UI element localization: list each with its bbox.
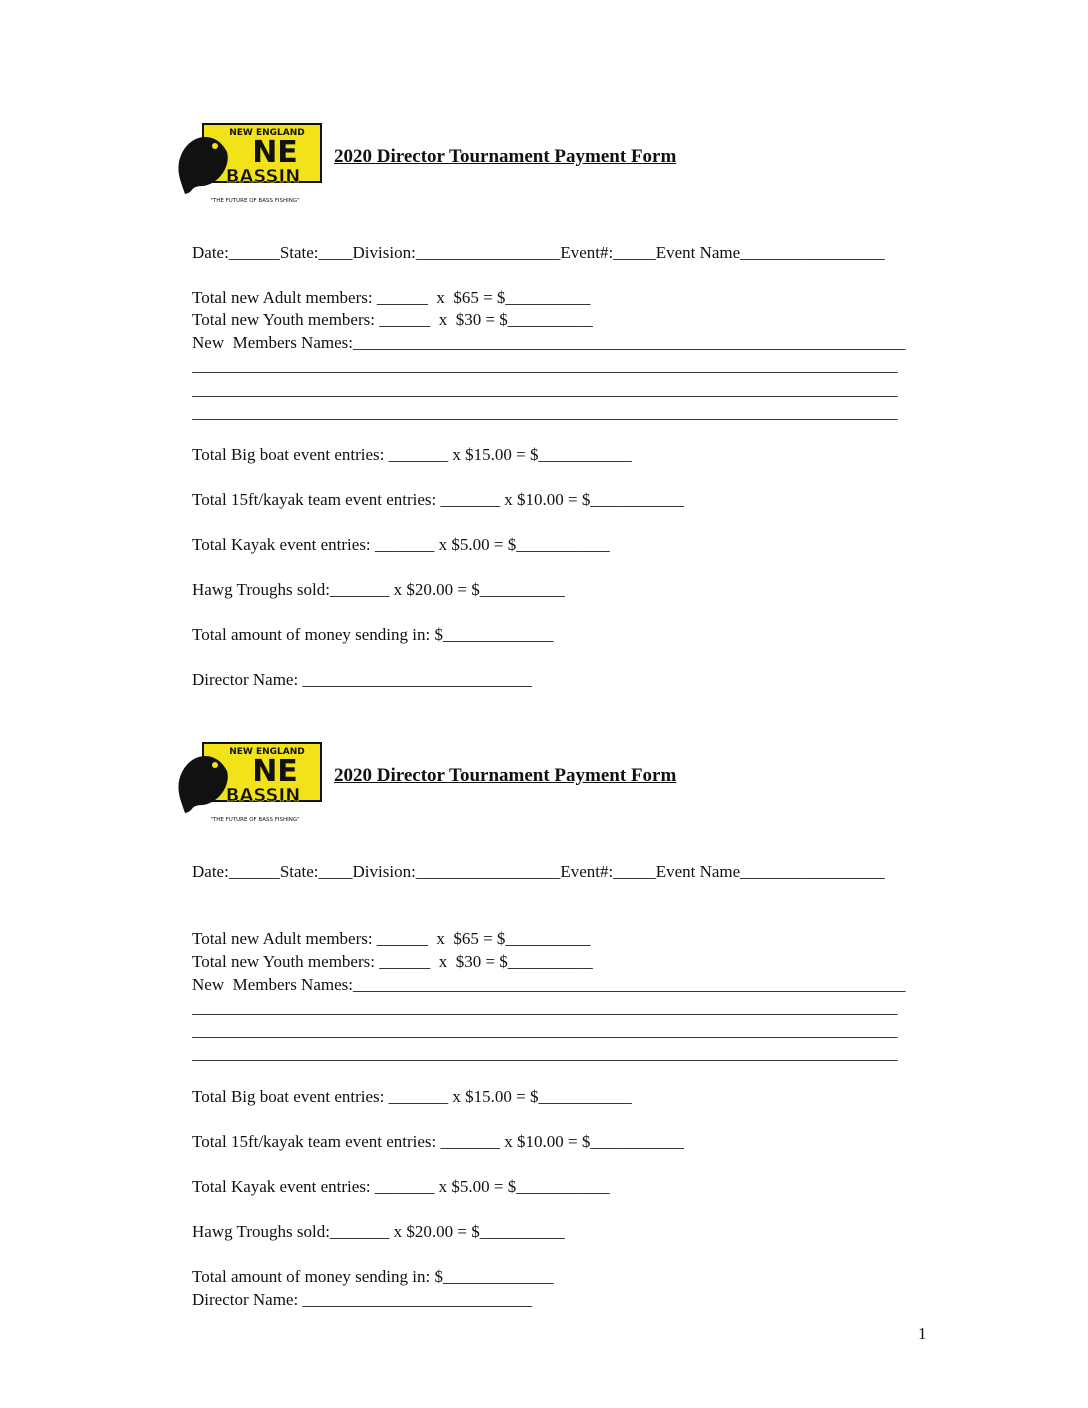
big-boat-entries-line[interactable]: Total Big boat event entries: _______ x $15.00 = $___________ [192, 445, 632, 464]
adult-members-line[interactable]: Total new Adult members: ______ x $65 = $__________ [192, 288, 591, 307]
kayak-entries-line[interactable]: Total Kayak event entries: _______ x $5.00 = $___________ [192, 535, 610, 554]
blank-line[interactable]: ___________________________________________________________________________________ [192, 1021, 898, 1040]
ne-bassin-logo [175, 122, 325, 207]
svg-text:NE: NE [252, 135, 298, 170]
team-kayak-entries-line[interactable]: Total 15ft/kayak team event entries: _______ x $10.00 = $___________ [192, 1132, 684, 1151]
hawg-troughs-line[interactable]: Hawg Troughs sold:_______ x $20.00 = $__________ [192, 580, 565, 599]
hawg-troughs-line[interactable]: Hawg Troughs sold:_______ x $20.00 = $__________ [192, 1222, 565, 1241]
svg-text:NEW ENGLAND: NEW ENGLAND [229, 747, 305, 757]
svg-text:"THE FUTURE OF BASS FISHING": "THE FUTURE OF BASS FISHING" [210, 817, 300, 823]
form-title: 2020 Director Tournament Payment Form [334, 146, 677, 167]
svg-text:NEW ENGLAND: NEW ENGLAND [229, 128, 305, 138]
big-boat-entries-line[interactable]: Total Big boat event entries: _______ x $15.00 = $___________ [192, 1087, 632, 1106]
header-fields-line[interactable]: Date:______State:____Division:_________________Event#:_____Event Name_________________ [192, 243, 885, 262]
total-money-line[interactable]: Total amount of money sending in: $_____________ [192, 625, 554, 644]
youth-members-line[interactable]: Total new Youth members: ______ x $30 = $__________ [192, 310, 593, 329]
adult-members-line[interactable]: Total new Adult members: ______ x $65 = $__________ [192, 929, 591, 948]
blank-line[interactable]: ___________________________________________________________________________________ [192, 998, 898, 1017]
blank-line[interactable]: ___________________________________________________________________________________ [192, 1044, 898, 1063]
youth-members-line[interactable]: Total new Youth members: ______ x $30 = $__________ [192, 952, 593, 971]
form-title: 2020 Director Tournament Payment Form [334, 765, 677, 786]
director-name-line[interactable]: Director Name: ___________________________ [192, 1290, 532, 1309]
svg-text:"THE FUTURE OF BASS FISHING": "THE FUTURE OF BASS FISHING" [210, 198, 300, 204]
kayak-entries-line[interactable]: Total Kayak event entries: _______ x $5.00 = $___________ [192, 1177, 610, 1196]
blank-line[interactable]: ___________________________________________________________________________________ [192, 356, 898, 375]
blank-line[interactable]: ___________________________________________________________________________________ [192, 403, 898, 422]
ne-bassin-logo [175, 741, 325, 826]
header-fields-line[interactable]: Date:______State:____Division:_________________Event#:_____Event Name_________________ [192, 862, 885, 881]
svg-text:BASSIN: BASSIN [225, 785, 301, 806]
total-money-line[interactable]: Total amount of money sending in: $_____________ [192, 1267, 554, 1286]
new-member-names-line[interactable]: New Members Names:_________________________________________________________________ [192, 333, 906, 352]
team-kayak-entries-line[interactable]: Total 15ft/kayak team event entries: _______ x $10.00 = $___________ [192, 490, 684, 509]
new-member-names-line[interactable]: New Members Names:_________________________________________________________________ [192, 975, 906, 994]
page-number: 1 [918, 1324, 927, 1343]
director-name-line[interactable]: Director Name: ___________________________ [192, 670, 532, 689]
blank-line[interactable]: ___________________________________________________________________________________ [192, 380, 898, 399]
svg-text:BASSIN: BASSIN [225, 166, 301, 187]
svg-text:NE: NE [252, 754, 298, 789]
